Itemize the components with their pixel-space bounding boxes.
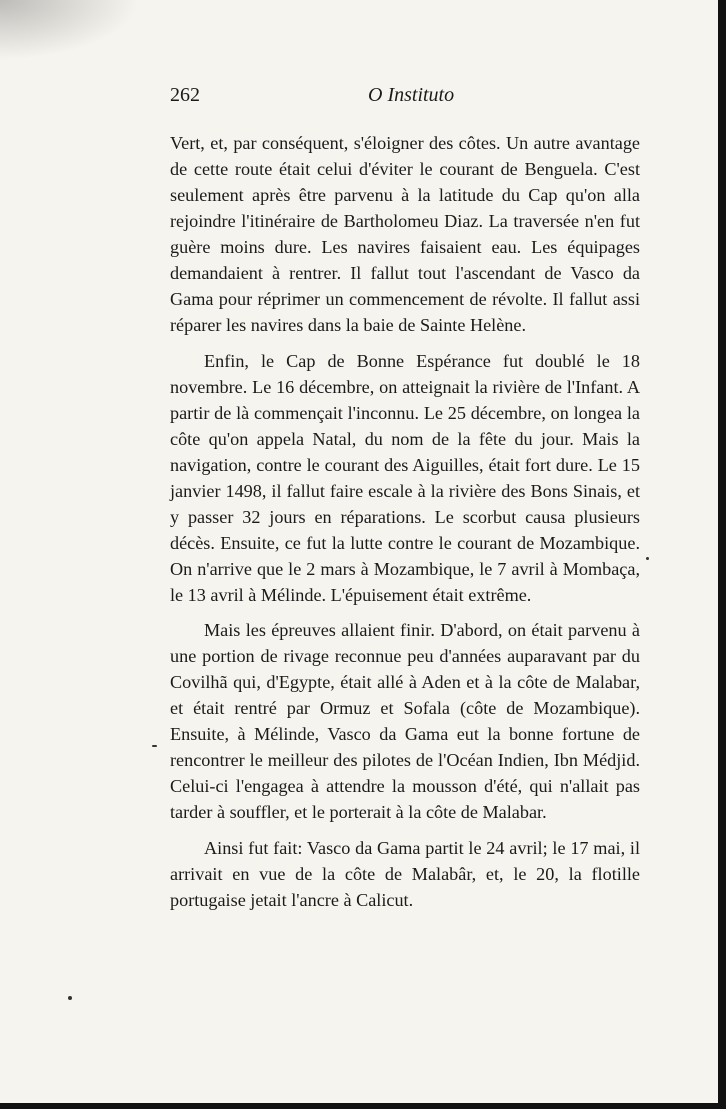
paragraph-3: Mais les épreuves allaient finir. D'abord, on était parvenu à une portion de rivage reconnue peu d'années auparavant par du Covilhã qui, d'Egypte, était allé à Aden et à la côte de Malabar, et était rentré par Ormuz et Sofala (côte de Mozambique). Ensuite, à Mélinde, Vasco da Gama eut la bonne fortune de rencontrer le meilleur des pilotes de l'Océan Indien, Ibn Médjid. Celui-ci l'engagea à attendre la mousson d'été, qui n'allait pas tarder à souffler, et le porterait à la côte de Malabar. xyxy=(170,620,640,822)
scan-speck xyxy=(646,557,649,560)
scan-border-bottom xyxy=(0,1103,726,1109)
paragraph-1: Vert, et, par conséquent, s'éloigner des côtes. Un autre avantage de cette route était celui d'éviter le courant de Benguela. C'est seulement après être parvenu à la latitude du Cap qu'on alla rejoindre l'itinéraire de Bartholomeu Diaz. La traversée n'en fut guère moins dure. Les navires faisaient eau. Les équipages demandaient à rentrer. Il fallut tout l'ascendant de Vasco da Gama pour réprimer un commencement de révolte. Il fallut assi réparer les navires dans la baie de Sainte Helène. xyxy=(170,133,640,335)
scan-speck xyxy=(152,745,157,747)
page-number: 262 xyxy=(170,84,200,106)
page-header xyxy=(170,84,640,114)
paragraph-2: Enfin, le Cap de Bonne Espérance fut doublé le 18 novembre. Le 16 décembre, on atteignait la rivière de l'Infant. A partir de là commençait l'inconnu. Le 25 décembre, on longea la côte qu'on appela Natal, du nom de la fête du jour. Mais la navigation, contre le courant des Aiguilles, était fort dure. Le 15 janvier 1498, il fallut faire escale à la rivière des Bons Sinais, et y passer 32 jours en réparations. Le scorbut causa plusieurs décès. Ensuite, ce fut la lutte contre le courant de Mozambique. On n'arrive que le 2 mars à Mozambique, le 7 avril à Mombaça, le 13 avril à Mélinde. L'épuisement était extrême. xyxy=(170,350,640,605)
running-title: O Instituto xyxy=(368,84,455,106)
paragraph-4: Ainsi fut fait: Vasco da Gama partit le 24 avril; le 17 mai, il arrivait en vue de la côte de Malabâr, et, le 20, la flotille portugaise jetait l'ancre à Calicut. xyxy=(170,837,640,910)
scan-shadow xyxy=(0,0,140,60)
scan-speck xyxy=(68,996,72,1000)
scan-border-right xyxy=(718,0,726,1109)
body-text xyxy=(170,130,640,922)
